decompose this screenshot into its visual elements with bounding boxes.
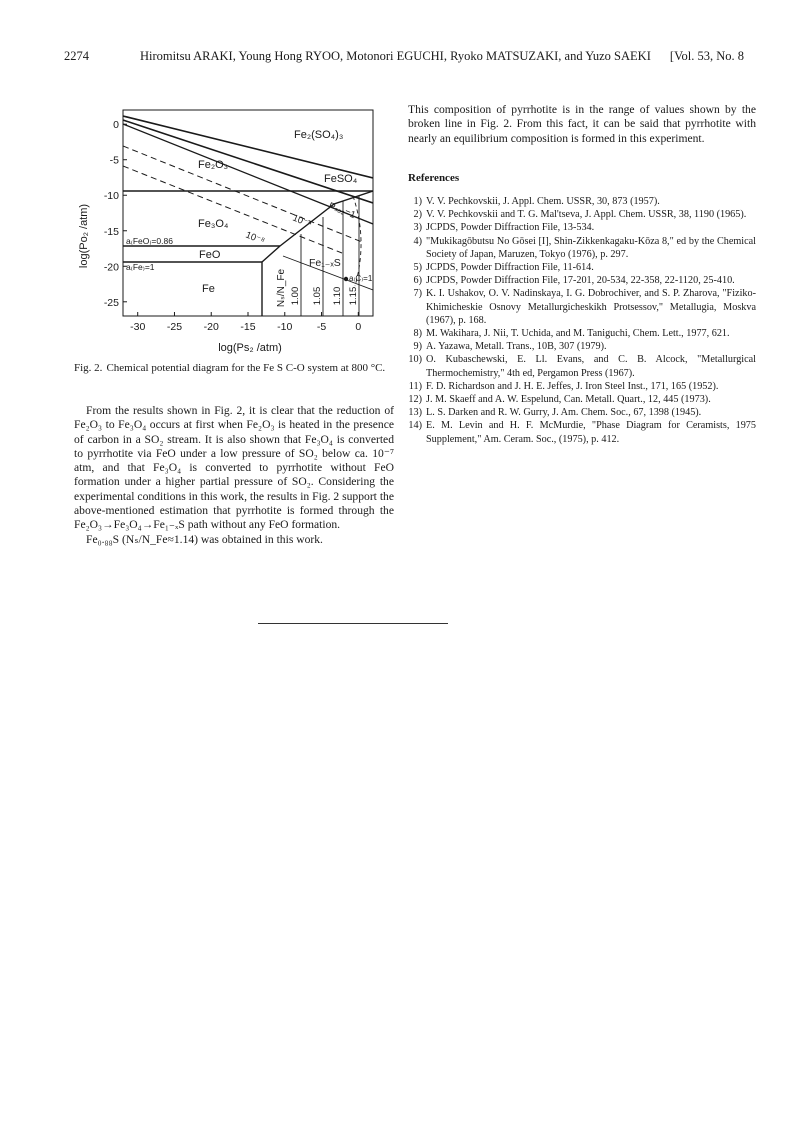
reference-item <box>408 393 756 406</box>
x-tick-label: -20 <box>203 321 219 333</box>
reference-text: JCPDS, Powder Diffraction File, 17-201, 20-534, 22-358, 22-1120, 25-410. <box>426 275 735 287</box>
label-composition-1.00: 1.00 <box>290 286 301 306</box>
reference-text: K. I. Ushakov, O. V. Nadinskaya, I. G. Dobrochiver, and S. P. Zharova, "Fiziko-Khimicheskie Osnovy Metallurgicheskikh Protsessov," Metallugia, Moskva (1967), p. 168. <box>426 288 756 326</box>
reference-item <box>408 261 756 274</box>
reference-number: 8) <box>413 328 422 340</box>
x-tick-label: 0 <box>355 321 362 333</box>
reference-text: JCPDS, Powder Diffraction File, 13-534. <box>426 222 595 234</box>
label-fe3o4: Fe₃O₄ <box>198 218 229 230</box>
reference-text: "Mukikagōbutsu No Gōsei [I], Shin-Zikkenkagaku-Kōza 8," ed by the Chemical Society of Japan, Maruzen, Tokyo (1976), p. 297. <box>426 235 756 260</box>
label-activity-fe: a₍Fe₎=1 <box>126 262 155 272</box>
references-heading: References <box>408 172 460 184</box>
label-isobar-pso2-1: Pₛₒ₂=1 <box>326 200 357 222</box>
boundary-fe2so43-feso4 <box>123 116 373 178</box>
x-tick-label: -15 <box>240 321 256 333</box>
reference-number: 9) <box>413 341 422 353</box>
label-isobar-1e-4: 10⁻⁴ <box>290 212 314 231</box>
experimental-point <box>344 277 348 281</box>
reference-item <box>408 195 756 208</box>
reference-text: M. Wakihara, J. Nii, T. Uchida, and M. Taniguchi, Chem. Lett., 1977, 621. <box>426 328 730 340</box>
x-tick-label: -5 <box>316 321 327 333</box>
reference-text: J. M. Skaeff and A. W. Espelund, Can. Metall. Quart., 12, 445 (1973). <box>426 394 711 406</box>
paragraph: From the results shown in Fig. 2, it is clear that the reduction of Fe₂O₃ to Fe₃O₄ occurs at first when Fe₂O₃ is heated in the presence of carbon in a SO₂ stream. It is also shown that Fe₃O₄ is converted to pyrrhotite via FeO under a low pressure of SO₂ below ca. 10⁻⁷ atm, and that Fe₃O₄ is converted to pyrrhotite without FeO formation under a higher partial pressure of SO₂. Considering the experimental conditions in this work, the results in Fig. 2 support the above-mentioned estimation that pyrrhotite is formed through the Fe₂O₃→Fe₃O₄→Fe₁₋ₓS path without any FeO formation. <box>74 404 394 532</box>
figure-caption <box>74 362 392 376</box>
reference-number: 14) <box>408 420 422 432</box>
reference-number: 10) <box>408 354 422 366</box>
label-pyrrhotite: Fe₁₋ₓS <box>309 257 341 269</box>
label-composition-1.15: 1.15 <box>348 286 359 306</box>
x-tick-label: -10 <box>277 321 293 333</box>
end-rule <box>258 623 448 624</box>
reference-number: 2) <box>413 209 422 221</box>
reference-text: V. V. Pechkovskii and T. G. Mal'tseva, J. Appl. Chem. USSR, 38, 1190 (1965). <box>426 209 747 221</box>
caption-label: Fig. 2. <box>74 362 103 374</box>
reference-item <box>408 221 756 234</box>
label-composition-1.05: 1.05 <box>312 286 323 306</box>
caption-text: Chemical potential diagram for the Fe S C-O system at 800 °C. <box>106 362 386 374</box>
y-axis-label: log(Po₂ /atm) <box>78 203 90 269</box>
phase-boundaries <box>123 116 373 316</box>
reference-text: L. S. Darken and R. W. Gurry, J. Am. Chem. Soc., 67, 1398 (1945). <box>426 407 702 419</box>
reference-item <box>408 327 756 340</box>
label-fe: Fe <box>202 283 215 295</box>
reference-number: 6) <box>413 275 422 287</box>
reference-number: 4) <box>413 235 422 247</box>
reference-item <box>408 340 756 353</box>
label-activity-feo: a₍FeO₎=0.86 <box>126 236 173 246</box>
label-activity-c: a₍C₎=1 <box>349 274 373 283</box>
label-isobar-1e-8: 10⁻⁸ <box>243 229 267 248</box>
y-tick-label: 0 <box>113 119 119 132</box>
reference-item <box>408 380 756 393</box>
y-tick-label: -25 <box>103 296 119 309</box>
reference-item <box>408 419 756 445</box>
left-column-text <box>74 404 394 547</box>
reference-text: O. Kubaschewski, E. Ll. Evans, and C. B. Alcock, "Metallurgical Thermochemistry," 4th ed, Pergamon Press (1967). <box>426 354 756 379</box>
label-feo: FeO <box>199 249 221 261</box>
paragraph: This composition of pyrrhotite is in the range of values shown by the broken line in Fig. 2. From this fact, it can be said that pyrrhotite with nearly an equilibrium composition is formed in this experiment. <box>408 103 756 145</box>
label-composition-ratio: Nₛ/N_Fe <box>276 268 287 308</box>
x-axis-label: log(Ps₂ /atm) <box>218 342 282 354</box>
label-fe2so43: Fe₂(SO₄)₃ <box>294 129 344 141</box>
y-tick-label: -5 <box>109 154 119 167</box>
label-fe2o3: Fe₂O₃ <box>198 159 229 171</box>
y-tick-label: -20 <box>103 261 119 274</box>
reference-text: F. D. Richardson and J. H. E. Jeffes, J. Iron Steel Inst., 171, 165 (1952). <box>426 380 719 392</box>
label-composition-1.10: 1.10 <box>332 286 343 306</box>
reference-number: 12) <box>408 394 422 406</box>
reference-item <box>408 287 756 327</box>
x-axis-ticks <box>130 312 361 333</box>
y-tick-label: -10 <box>103 190 119 203</box>
right-column-text <box>408 103 756 146</box>
reference-item <box>408 274 756 287</box>
references-list <box>408 195 756 446</box>
y-axis-ticks <box>104 119 127 309</box>
reference-item <box>408 353 756 379</box>
reference-item <box>408 406 756 419</box>
reference-number: 3) <box>413 222 422 234</box>
reference-number: 11) <box>408 380 422 392</box>
running-authors: Hiromitsu ARAKI, Young Hong RYOO, Motonori EGUCHI, Ryoko MATSUZAKI, and Yuzo SAEKI <box>140 49 651 63</box>
label-feso4: FeSO₄ <box>324 173 358 185</box>
reference-item <box>408 208 756 221</box>
reference-number: 7) <box>413 288 422 300</box>
reference-item <box>408 235 756 261</box>
reference-number: 13) <box>408 407 422 419</box>
y-tick-label: -15 <box>103 225 119 238</box>
x-tick-label: -25 <box>166 321 183 333</box>
chemical-potential-diagram <box>72 100 392 356</box>
reference-text: V. V. Pechkovskii, J. Appl. Chem. USSR, 30, 873 (1957). <box>426 196 660 207</box>
reference-number: 5) <box>413 262 422 274</box>
paragraph: Fe₀.₈₈S (Nₛ/N_Fe≈1.14) was obtained in this work. <box>86 532 323 546</box>
reference-number: 1) <box>413 196 422 207</box>
page-header <box>64 49 744 65</box>
reference-text: E. M. Levin and H. F. McMurdie, "Phase Diagram for Ceramists, 1975 Supplement," Am. Ceram. Soc., (1975), p. 412. <box>426 420 756 445</box>
x-tick-label: -30 <box>130 321 146 333</box>
figure-2 <box>72 100 392 356</box>
page-number: 2274 <box>64 49 89 63</box>
journal-volume: [Vol. 53, No. 8 <box>669 49 744 63</box>
reference-text: JCPDS, Powder Diffraction File, 11-614. <box>426 262 594 274</box>
reference-text: A. Yazawa, Metall. Trans., 10B, 307 (1979). <box>426 341 607 353</box>
